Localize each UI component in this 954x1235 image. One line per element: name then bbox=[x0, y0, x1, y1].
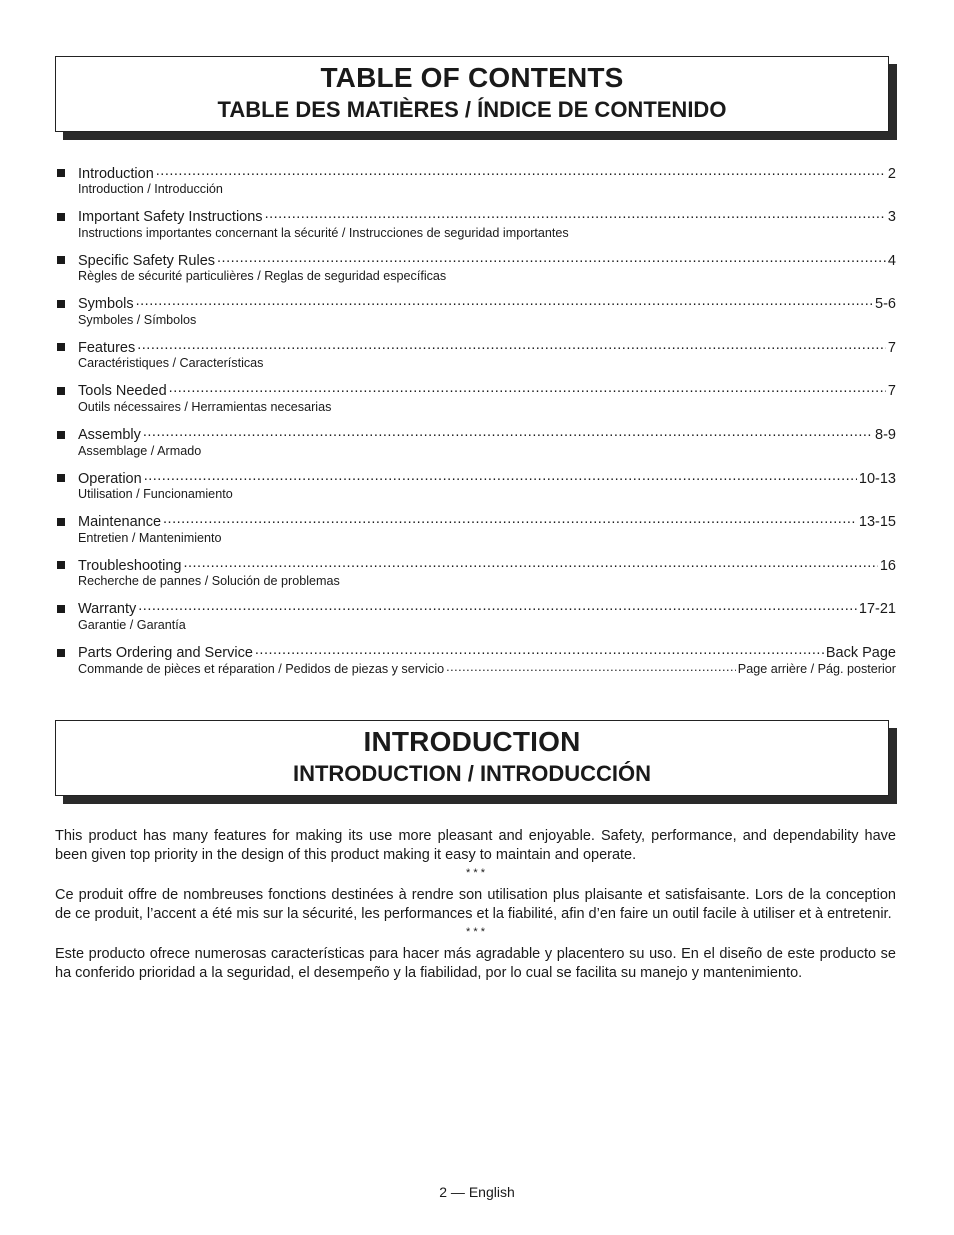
intro-paragraph-french: Ce produit offre de nombreuses fonctions destinées à rendre son utilisation plus plaisante et satisfaisante. Lors de la conception de ce produit, l’accent a été mis sur la sécurité, les performances et la fiabilité, afin d’en faire un outil facile à utiliser et à entretenir. bbox=[55, 887, 896, 922]
dot-leader bbox=[217, 250, 886, 265]
toc-entry-page: 2 bbox=[887, 165, 896, 182]
toc-entry-label: Introduction bbox=[78, 165, 154, 182]
intro-subtitle: INTRODUCTION / INTRODUCCIÓN bbox=[292, 761, 652, 786]
square-bullet-icon bbox=[57, 387, 65, 395]
toc-title: TABLE OF CONTENTS bbox=[320, 62, 624, 93]
toc-entry-translation: Entretien / Mantenimiento bbox=[78, 530, 222, 545]
toc-entry-label: Important Safety Instructions bbox=[78, 209, 263, 226]
toc-entry-label: Assembly bbox=[78, 427, 141, 444]
toc-entry[interactable] bbox=[55, 163, 896, 207]
dot-leader bbox=[255, 643, 824, 658]
dot-leader bbox=[144, 468, 857, 483]
dot-leader bbox=[265, 207, 886, 222]
dot-leader bbox=[137, 337, 886, 352]
toc-entry-page: 16 bbox=[879, 557, 896, 574]
toc-entry-label: Troubleshooting bbox=[78, 557, 182, 574]
toc-entry-label: Tools Needed bbox=[78, 383, 167, 400]
intro-header-box bbox=[55, 720, 889, 796]
toc-entry[interactable] bbox=[55, 337, 896, 381]
dot-leader bbox=[446, 661, 736, 674]
toc-entry-label: Warranty bbox=[78, 601, 137, 618]
square-bullet-icon bbox=[57, 561, 65, 569]
toc-entry-translation-page: Page arrière / Pág. posterior bbox=[737, 662, 896, 677]
toc-entry[interactable] bbox=[55, 207, 896, 251]
square-bullet-icon bbox=[57, 169, 65, 177]
dot-leader bbox=[183, 555, 877, 570]
toc-entry-translation: Commande de pièces et réparation / Pedidos de piezas y servicio bbox=[78, 662, 445, 677]
toc-entry[interactable] bbox=[55, 250, 896, 294]
toc-entry[interactable] bbox=[55, 425, 896, 469]
section-separator: * * * bbox=[466, 926, 485, 939]
intro-body bbox=[55, 827, 896, 983]
toc-entry-page: 8-9 bbox=[875, 427, 896, 444]
section-separator: * * * bbox=[466, 867, 485, 880]
toc-entry-translation: Règles de sécurité particulières / Reglas de seguridad específicas bbox=[78, 269, 447, 284]
toc-entry[interactable] bbox=[55, 468, 896, 512]
toc-entry-page: 5-6 bbox=[875, 296, 896, 313]
square-bullet-icon bbox=[57, 343, 65, 351]
dot-leader bbox=[156, 163, 886, 178]
toc-entry[interactable] bbox=[55, 555, 896, 599]
square-bullet-icon bbox=[57, 605, 65, 613]
square-bullet-icon bbox=[57, 649, 65, 657]
toc-entry-label: Maintenance bbox=[78, 514, 162, 531]
toc-entry-translation: Introduction / Introducción bbox=[78, 182, 223, 196]
toc-subtitle: TABLE DES MATIÈRES / ÍNDICE DE CONTENIDO bbox=[217, 97, 727, 122]
dot-leader bbox=[169, 381, 886, 396]
square-bullet-icon bbox=[57, 474, 65, 482]
toc-header-box bbox=[55, 56, 889, 132]
square-bullet-icon bbox=[57, 431, 65, 439]
toc-entry-translation: Caractéristiques / Características bbox=[78, 356, 264, 371]
square-bullet-icon bbox=[57, 518, 65, 526]
intro-paragraph-spanish: Este producto ofrece numerosas características para hacer más agradable y placentero su uso. En el diseño de este producto se ha conferido prioridad a la seguridad, el desempeño y la fiabilidad, por lo cual se facilita su manejo y mantenimiento. bbox=[55, 946, 896, 981]
toc-entry-label: Specific Safety Rules bbox=[78, 252, 216, 269]
toc-entry[interactable] bbox=[55, 381, 896, 425]
toc-entry-page: 3 bbox=[887, 209, 896, 226]
toc-entry-page: 7 bbox=[887, 339, 896, 356]
toc-entry-translation: Utilisation / Funcionamiento bbox=[78, 487, 233, 502]
dot-leader bbox=[136, 294, 873, 309]
toc-entry-label: Parts Ordering and Service bbox=[78, 645, 253, 662]
toc-entry-translation: Assemblage / Armado bbox=[78, 443, 202, 458]
toc-entry-translation: Instructions importantes concernant la sécurité / Instrucciones de seguridad importantes bbox=[78, 225, 569, 240]
toc-entry[interactable] bbox=[55, 294, 896, 338]
toc-entry[interactable] bbox=[55, 643, 896, 687]
toc-entry[interactable] bbox=[55, 599, 896, 643]
toc-entry-translation: Recherche de pannes / Solución de problemas bbox=[78, 574, 340, 589]
toc-entry-page: 17-21 bbox=[858, 601, 896, 618]
toc-entry-page: 4 bbox=[887, 252, 896, 269]
toc-entry-page: Back Page bbox=[825, 645, 896, 662]
toc-entry-translation: Outils nécessaires / Herramientas necesarias bbox=[78, 399, 332, 414]
toc-entry-label: Operation bbox=[78, 470, 142, 487]
intro-paragraph-english: This product has many features for making its use more pleasant and enjoyable. Safety, performance, and dependability have been given top priority in the design of this product making it easy to maintain and operate. bbox=[55, 828, 896, 863]
square-bullet-icon bbox=[57, 300, 65, 308]
dot-leader bbox=[138, 599, 857, 614]
toc-entry-label: Symbols bbox=[78, 296, 134, 313]
toc-entry-page: 7 bbox=[887, 383, 896, 400]
dot-leader bbox=[143, 425, 873, 440]
toc-entry-page: 10-13 bbox=[858, 470, 896, 487]
dot-leader bbox=[163, 512, 857, 527]
page-footer: 2 — English bbox=[439, 1184, 515, 1200]
square-bullet-icon bbox=[57, 256, 65, 264]
toc-entry[interactable] bbox=[55, 512, 896, 556]
toc-entry-page: 13-15 bbox=[858, 514, 896, 531]
square-bullet-icon bbox=[57, 213, 65, 221]
toc-entry-translation: Garantie / Garantía bbox=[78, 617, 186, 632]
toc-entry-label: Features bbox=[78, 339, 136, 356]
intro-title: INTRODUCTION bbox=[363, 726, 581, 757]
toc-entry-translation: Symboles / Símbolos bbox=[78, 312, 197, 327]
toc-list bbox=[55, 163, 896, 686]
